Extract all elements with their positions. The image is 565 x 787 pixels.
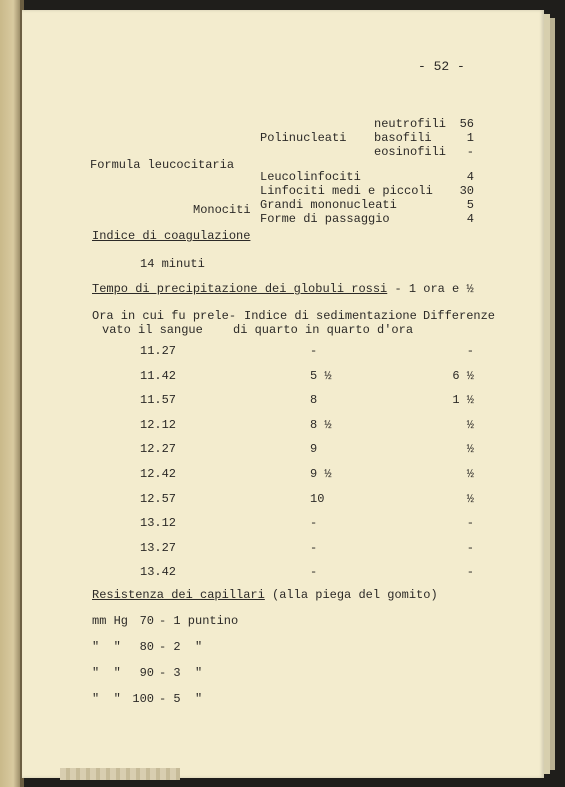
table-cell-index: 5 ½ bbox=[310, 368, 332, 383]
page-number: - 52 - bbox=[418, 59, 465, 74]
table-cell-pressure: 80 bbox=[139, 640, 154, 654]
coagulazione-heading: Indice di coagulazione bbox=[92, 229, 251, 243]
table-cell-time: 12.42 bbox=[140, 467, 177, 481]
page-stack-edge-outer bbox=[550, 18, 555, 770]
list-item-name: Forme di passaggio bbox=[260, 212, 390, 226]
table-cell-index: 9 ½ bbox=[310, 467, 332, 481]
table-cell-unit: " " bbox=[92, 666, 121, 680]
list-item-value: 1 bbox=[466, 131, 474, 145]
table-cell-time: 12.57 bbox=[140, 491, 177, 506]
table-cell-time: 12.12 bbox=[140, 417, 177, 432]
list-item-value: - bbox=[466, 145, 474, 159]
paper-strip bbox=[60, 768, 180, 780]
precipitazione-heading: Tempo di precipitazione dei globuli rossi bbox=[92, 282, 388, 296]
list-item-name: Grandi mononucleati bbox=[260, 198, 397, 212]
table-cell-index: - bbox=[310, 540, 318, 555]
table-cell-diff: - bbox=[466, 540, 474, 555]
list-item-value: 30 bbox=[459, 184, 474, 198]
list-item-value: 56 bbox=[459, 117, 474, 131]
list-item-name: Linfociti medi e piccoli bbox=[260, 184, 433, 198]
precipitazione-line bbox=[92, 282, 474, 296]
table-cell-diff: ½ bbox=[466, 491, 474, 506]
polinucleati-label: Polinucleati bbox=[260, 131, 347, 145]
list-item-name: neutrofili bbox=[374, 117, 447, 131]
table-cell-diff: - bbox=[466, 565, 474, 580]
table-cell-time: 13.12 bbox=[140, 516, 177, 531]
list-item-value: 5 bbox=[466, 198, 474, 212]
table-cell-time: 11.42 bbox=[140, 368, 177, 383]
monociti-label: Monociti bbox=[193, 203, 251, 217]
table-cell-time: 13.27 bbox=[140, 540, 177, 555]
table-cell-diff: ½ bbox=[466, 417, 474, 432]
list-item-name: Leucolinfociti bbox=[260, 170, 361, 184]
table-cell-result: - 2 " bbox=[159, 640, 203, 654]
left-page-edge bbox=[0, 0, 22, 787]
table-cell-index: 10 bbox=[310, 491, 325, 506]
list-item-name: basofili bbox=[374, 131, 432, 145]
table-cell-index: 8 bbox=[310, 393, 318, 408]
coagulazione-value: 14 minuti bbox=[140, 257, 205, 271]
capillari-line bbox=[92, 588, 438, 602]
table-cell-time: 11.27 bbox=[140, 344, 177, 358]
table-cell-index: - bbox=[310, 344, 318, 358]
table-cell-time: 12.27 bbox=[140, 442, 177, 457]
table-cell-diff: ½ bbox=[466, 467, 474, 481]
precipitazione-suffix: - 1 ora e ½ bbox=[387, 282, 474, 296]
capillari-heading: Resistenza dei capillari bbox=[92, 588, 265, 602]
table-cell-diff: - bbox=[466, 516, 474, 531]
table-cell-pressure: 100 bbox=[132, 692, 154, 706]
table-cell-unit: " " bbox=[92, 640, 121, 654]
table-cell-index: - bbox=[310, 516, 318, 531]
table-cell-pressure: 90 bbox=[139, 666, 154, 680]
list-item-value: 4 bbox=[466, 170, 474, 184]
formula-label: Formula leucocitaria bbox=[90, 158, 235, 172]
list-item-value: 4 bbox=[466, 212, 474, 226]
table-cell-result: - 1 puntino bbox=[159, 614, 239, 628]
table-cell-diff: ½ bbox=[466, 442, 474, 457]
table-cell-diff: 6 ½ bbox=[452, 368, 474, 383]
table-cell-unit: mm Hg bbox=[92, 614, 129, 628]
table-cell-index: 8 ½ bbox=[310, 417, 332, 432]
table-cell-time: 13.42 bbox=[140, 565, 177, 580]
table-cell-time: 11.57 bbox=[140, 393, 177, 408]
table-cell-index: 9 bbox=[310, 442, 318, 457]
column-header-index-2: di quarto in quarto d'ora bbox=[233, 323, 414, 337]
capillari-note: (alla piega del gomito) bbox=[264, 588, 438, 602]
list-item-name: eosinofili bbox=[374, 145, 447, 159]
table-cell-diff: - bbox=[466, 344, 474, 358]
table-cell-unit: " " bbox=[92, 692, 121, 706]
table-cell-result: - 5 " bbox=[159, 692, 203, 706]
document-page bbox=[22, 10, 544, 778]
column-header-diff: Differenze bbox=[423, 309, 496, 323]
table-cell-pressure: 70 bbox=[139, 614, 154, 628]
column-header-index-1: Indice di sedimentazione bbox=[244, 309, 417, 323]
column-header-time-2: vato il sangue bbox=[102, 323, 203, 337]
column-header-time-1: Ora in cui fu prele- bbox=[92, 309, 237, 323]
table-cell-diff: 1 ½ bbox=[452, 393, 474, 408]
table-cell-result: - 3 " bbox=[159, 666, 203, 680]
table-cell-index: - bbox=[310, 565, 318, 580]
